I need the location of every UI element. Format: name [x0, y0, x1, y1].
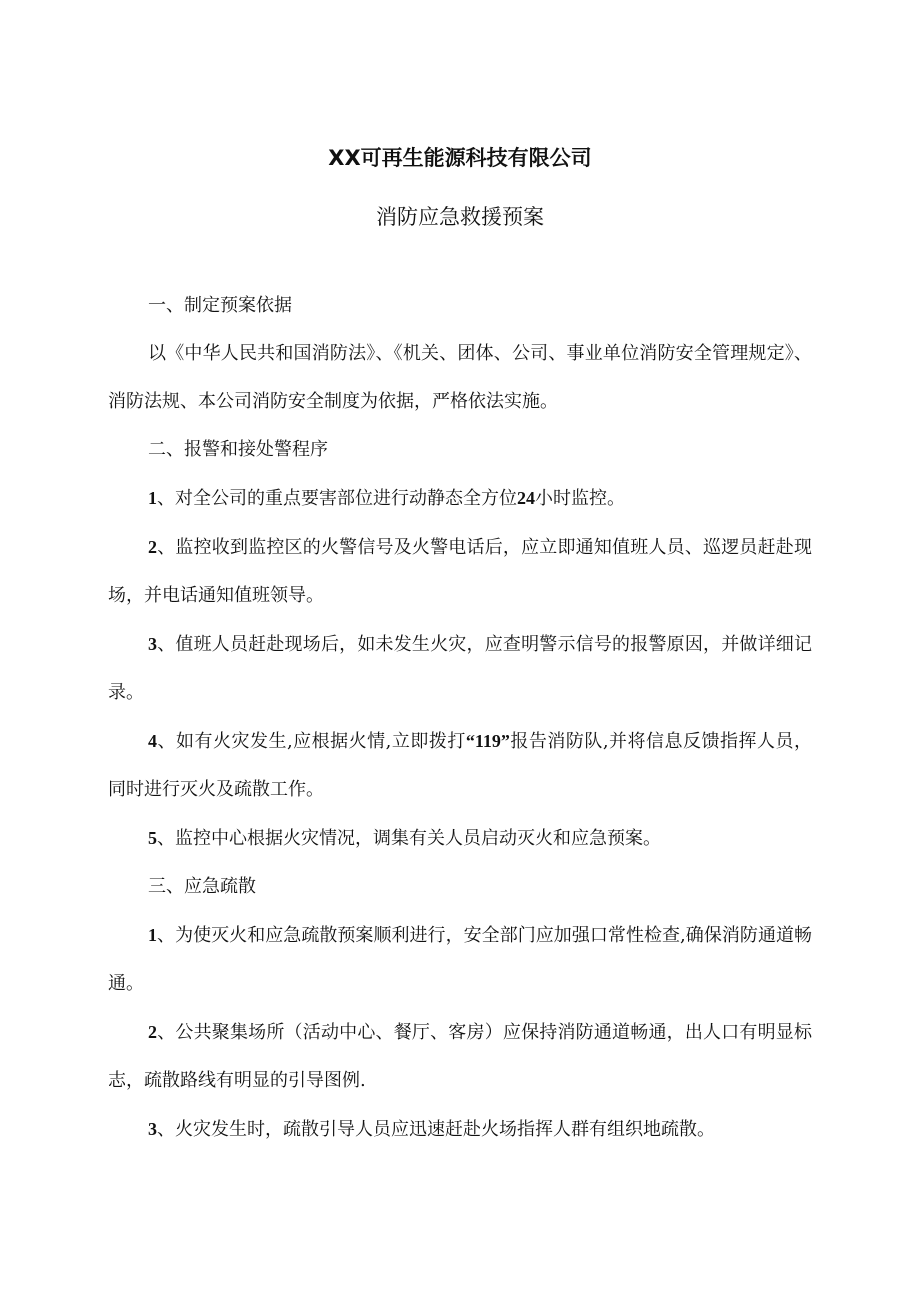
item-number: 2	[148, 1022, 157, 1042]
item-number: 3	[148, 1119, 157, 1139]
section-heading-basis: 一、制定预案依据	[148, 295, 292, 316]
alarm-item-4	[108, 717, 812, 814]
evacuation-item-1	[108, 911, 812, 1008]
section-heading-evacuation: 三、应急疏散	[148, 876, 256, 897]
alarm-item-1	[108, 474, 812, 523]
company-title: XX可再生能源科技有限公司	[328, 146, 592, 170]
item-separator: 、	[157, 1022, 176, 1043]
item-separator: 、	[157, 925, 176, 946]
item-text: 公共聚集场所（活动中心、餐厅、客房）应保持消防通道畅通，出人口有明显标志，疏散路线有明显的引导图例.	[108, 1022, 812, 1091]
item-text: 小时监控。	[535, 488, 625, 509]
item-separator: 、	[157, 537, 176, 558]
item-separator: 、	[157, 1119, 175, 1140]
document-body	[108, 282, 812, 1154]
item-number: 1	[148, 925, 157, 945]
item-number: 2	[148, 537, 157, 557]
item-text: 如有火灾发生,应根据火情,立即拨打	[176, 731, 466, 752]
item-separator: 、	[157, 828, 175, 849]
plan-title: 消防应急救援预案	[376, 205, 544, 229]
item-text: 监控中心根据火灾情况，调集有关人员启动灭火和应急预案。	[175, 828, 661, 849]
evacuation-item-2	[108, 1008, 812, 1105]
item-text: 为使灭火和应急疏散预案顺利进行，安全部门应加强口常性检查,确保消防通道畅通。	[108, 925, 813, 994]
item-separator: 、	[157, 634, 176, 655]
item-text: 火灾发生时，疏散引导人员应迅速赶赴火场指挥人群有组织地疏散。	[175, 1119, 715, 1140]
item-bold-value: 24	[517, 488, 535, 508]
alarm-item-5	[108, 814, 812, 863]
item-number: 3	[148, 634, 157, 654]
alarm-item-2	[108, 523, 812, 620]
item-separator: 、	[157, 488, 175, 509]
alarm-item-3	[108, 620, 812, 717]
item-separator: 、	[157, 731, 176, 752]
basis-paragraph: 以《中华人民共和国消防法》、《机关、团体、公司、事业单位消防安全管理规定》、消防法规、本公司消防安全制度为依据，严格依法实施。	[108, 343, 812, 412]
section-heading-alarm: 二、报警和接处警程序	[148, 439, 328, 460]
item-text: 值班人员赶赴现场后，如未发生火灾，应查明警示信号的报警原因，并做详细记录。	[108, 634, 812, 703]
evacuation-item-3	[108, 1105, 812, 1154]
item-text: 对全公司的重点要害部位进行动静态全方位	[175, 488, 517, 509]
item-number: 4	[148, 731, 157, 751]
item-number: 5	[148, 828, 157, 848]
item-text: 报告消防队,并将信息反馈指挥人员，同时进行灭火及疏散工作。	[108, 731, 812, 800]
item-bold-value: “119”	[465, 731, 510, 751]
item-number: 1	[148, 488, 157, 508]
item-text: 监控收到监控区的火警信号及火警电话后，应立即通知值班人员、巡逻员赶赴现场，并电话通知值班领导。	[108, 537, 812, 606]
